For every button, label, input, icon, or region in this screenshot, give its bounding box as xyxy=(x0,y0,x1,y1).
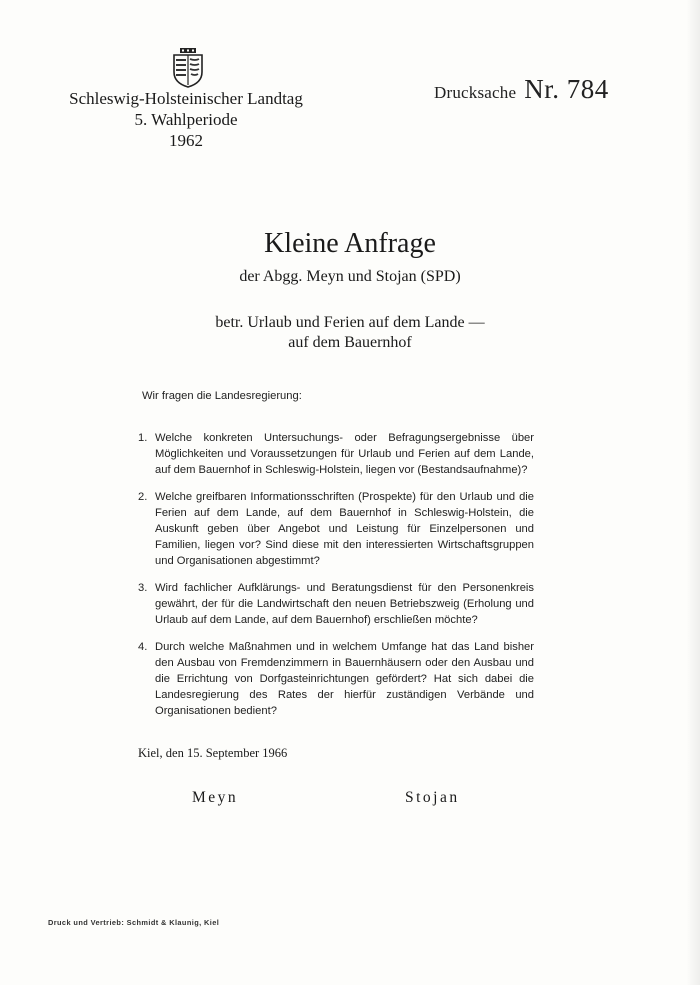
issuer-header xyxy=(60,88,312,151)
question-number: 3. xyxy=(138,582,148,594)
period-year: 1962 xyxy=(169,131,203,150)
question-number: 4. xyxy=(138,641,148,653)
subject-line-2: auf dem Bauernhof xyxy=(288,334,412,351)
question-number: 1. xyxy=(138,432,148,444)
document-number-label: Drucksache xyxy=(434,83,517,102)
question-item xyxy=(138,430,534,478)
signature-stojan: Stojan xyxy=(405,789,460,806)
parliament-name: Schleswig-Holsteinischer Landtag xyxy=(69,89,303,108)
question-text: Durch welche Maßnahmen und in welchem Umfange hat das Land bisher den Ausbau von Fremdenzimmern in Bauernhäusern oder den Ausbau und die Errichtung von Dorfgasteinrichtungen gefördert? Hat sich dabei die Landesregierung des Rates der hierfür zuständigen Verbände und Organisationen bedient? xyxy=(155,641,534,717)
document-title: Kleine Anfrage xyxy=(264,228,436,259)
legislative-period: 5. Wahlperiode xyxy=(134,110,238,129)
document-subtitle: der Abgg. Meyn und Stojan (SPD) xyxy=(239,268,461,285)
subject-line-1: betr. Urlaub und Ferien auf dem Lande — xyxy=(215,314,485,331)
place-and-date: Kiel, den 15. September 1966 xyxy=(138,746,288,760)
printer-footer: Druck und Vertrieb: Schmidt & Klaunig, Kiel xyxy=(48,918,220,927)
document-number xyxy=(434,74,609,105)
question-text: Welche konkreten Untersuchungs- oder Befragungsergebnisse über Möglichkeiten und Voraussetzungen für Urlaub und Ferien auf dem Lande, auf dem Bauernhof in Schleswig-Holstein, liegen vor (Bestandsaufnahme)? xyxy=(155,432,534,476)
document-number-value: Nr. 784 xyxy=(524,74,609,104)
question-number: 2. xyxy=(138,491,148,503)
question-list xyxy=(138,430,534,730)
question-item xyxy=(138,489,534,569)
question-item xyxy=(138,639,534,719)
question-text: Wird fachlicher Aufklärungs- und Beratungsdienst für den Personenkreis gewährt, der für die Landwirtschaft den neuen Betriebszweig (Erholung und Urlaub auf dem Lande, auf dem Bauernhof) erschließen möchte? xyxy=(155,582,534,626)
question-item xyxy=(138,580,534,628)
document-subject xyxy=(0,313,700,353)
coat-of-arms-icon xyxy=(172,48,204,88)
intro-text: Wir fragen die Landesregierung: xyxy=(142,390,302,402)
signature-meyn: Meyn xyxy=(192,789,239,806)
question-text: Welche greifbaren Informationsschriften (Prospekte) für den Urlaub und die Ferien auf dem Lande, auf dem Bauernhof in Schleswig-Holstein, die Auskunft geben über Angebot und Leistung für Einzelpersonen und Familien, liegen vor? Sind diese mit den interessierten Wirtschaftsgruppen und Organisationen abgestimmt? xyxy=(155,491,534,567)
